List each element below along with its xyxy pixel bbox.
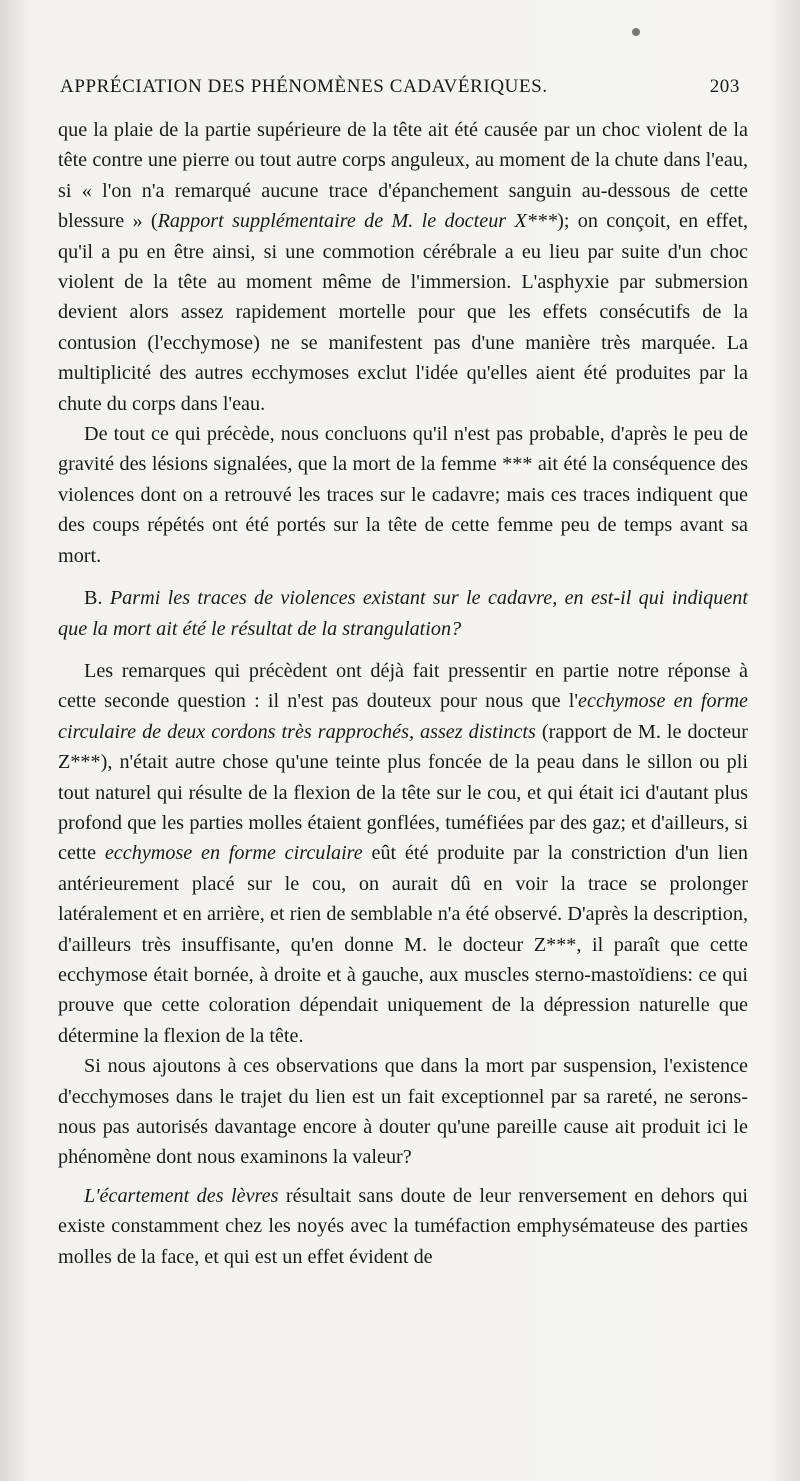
running-title: APPRÉCIATION DES PHÉNOMÈNES CADAVÉRIQUES. [60,76,548,97]
text-run: (rapport de M. le docteur Z***), n'était autre chose qu'une teinte plus foncée de la peau dans le sillon ou pli tout naturel qui résulte de la flexion de la tête sur le cou, et qui était ici d'autant plus profond que les parties molles étaient gonflées, tuméfiées par des gaz; et d'ailleurs, si cette [58,720,748,865]
text-run: De tout ce qui précède, nous concluons qu'il n'est pas probable, d'après le peu de gravité des lésions signalées, que la mort de la femme *** ait été la conséquence des violences dont on a retrouvé les traces sur le cadavre; mais ces traces indiquent que des coups répétés ont été portés sur la tête de cette femme peu de temps avant sa mort. [58,423,748,567]
paragraph-spacer [58,571,748,583]
paragraph-p1 [58,115,748,419]
paragraph-spacer [58,1173,748,1181]
running-header [60,76,740,98]
body-text [58,115,748,1272]
paragraph-p3 [58,583,748,644]
italic-run: ecchymose en forme circulaire [104,842,363,865]
italic-run: Rapport supplémentaire de M. le docteur X*** [157,210,558,233]
text-run: résultait sans doute de leur renversement en dehors qui existe constamment chez les noyés avec la tuméfaction emphysémateuse des parties molles de la face, et qui est un effet évident de [58,1184,748,1268]
italic-run: L'écartement des lèvres [84,1184,279,1207]
paragraph-p6 [58,1181,748,1272]
text-run: Si nous ajoutons à ces observations que dans la mort par suspension, l'existence d'ecchymoses dans le trajet du lien est un fait exceptionnel par sa rareté, ne serons-nous pas autorisés davantage encore à douter qu'une pareille cause ait produit ici le phénomène dont nous examinons la valeur? [58,1055,748,1169]
italic-run: ecchymose en forme circulaire de deux cordons très rapprochés, assez distincts [58,690,748,743]
paragraph-spacer [58,644,748,656]
text-run: Les remarques qui précèdent ont déjà fait pressentir en partie notre réponse à cette seconde question : il n'est pas douteux pour nous que l' [58,659,748,713]
text-run: que la plaie de la partie supérieure de la tête ait été causée par un choc violent de la tête contre une pierre ou tout autre corps anguleux, au moment de la chute dans l'eau, si « l'on n'a remarqué aucune trace d'épanchement sanguin au-dessous de cette blessure » ( [58,119,748,233]
page-number: 203 [709,76,740,97]
text-run: B. [84,587,110,610]
text-run: ); on conçoit, en effet, qu'il a pu en être ainsi, si une commotion cérébrale a eu lieu par suite d'un choc violent de la tête au moment même de l'immersion. L'asphyxie par submersion devient alors assez rapidement mortelle pour que les effets consécutifs de la contusion (l'ecchymose) ne se manifestent pas d'une manière très marquée. La multiplicité des autres ecchymoses exclut l'idée qu'elles aient été produites par la chute du corps dans l'eau. [58,210,749,415]
text-run: eût été produite par la constriction d'un lien antérieurement placé sur le cou, on aurait dû en voir la trace se prolonger latéralement et en arrière, et rien de semblable n'a été observé. D'après la description, d'ailleurs très insuffisante, qu'en donne M. le docteur Z***, il paraît que cette ecchymose était bornée, à droite et à gauche, aux muscles sterno-mastoïdiens: ce qui prouve que cette coloration dépendait uniquement de la dépression naturelle que détermine la flexion de la tête. [58,842,748,1047]
paragraph-p2 [58,419,748,571]
ink-speck [632,28,640,36]
paragraph-p4 [58,656,748,1051]
italic-run: Parmi les traces de violences existant sur le cadavre, en est-il qui indiquent que la mort ait été le résultat de la strangulation? [58,587,749,640]
paragraph-p5 [58,1051,748,1173]
